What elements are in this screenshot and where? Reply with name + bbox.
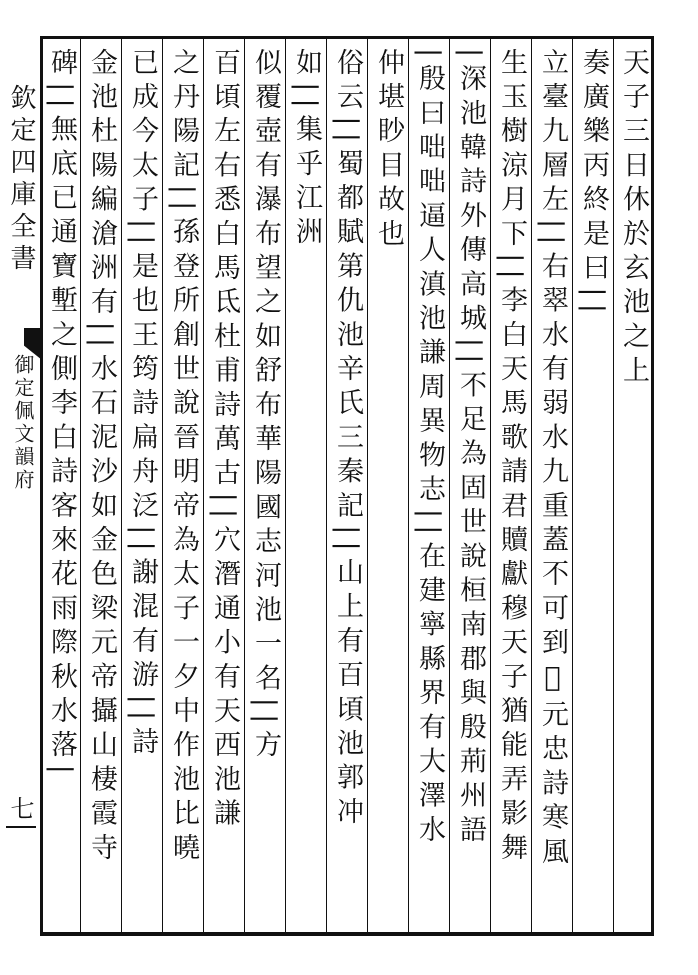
column-rule bbox=[613, 39, 614, 932]
border-bottom bbox=[40, 932, 654, 936]
text-column: 金池杜陽編滄洲有||水石泥沙如金色梁元帝攝山棲霞寺 bbox=[86, 48, 117, 868]
text-column: 仲堪眇目故也 bbox=[373, 48, 404, 254]
column-rule bbox=[449, 39, 450, 932]
column-rule bbox=[121, 39, 122, 932]
border-left bbox=[40, 36, 43, 936]
column-rule bbox=[490, 39, 491, 932]
column-rule bbox=[326, 39, 327, 932]
column-rule bbox=[80, 39, 81, 932]
book-title: 御定佩文韻府 bbox=[11, 354, 35, 492]
text-column: 已成今太子||是也王筠詩扁舟泛||謝混有游||詩 bbox=[127, 48, 158, 762]
column-rule bbox=[572, 39, 573, 932]
text-column: 俗云||蜀都賦第仇池辛氏三秦記||山上有百頃池郭冲 bbox=[332, 48, 363, 832]
column-rule bbox=[367, 39, 368, 932]
text-column: |深池韓詩外傳高城||不足為固世說桓南郡與殷荊州語 bbox=[455, 48, 486, 850]
page-number-rule bbox=[6, 826, 36, 828]
column-rule bbox=[408, 39, 409, 932]
page-number: 七 bbox=[6, 796, 34, 820]
page-margin bbox=[0, 36, 40, 936]
column-rule bbox=[531, 39, 532, 932]
text-column: 之丹陽記||孫登所創世說晉明帝為太子一夕中作池比曉 bbox=[168, 48, 199, 868]
text-column: |殷曰咄咄逼人滇池謙周異物志||在建寧縣界有大澤水 bbox=[414, 48, 445, 850]
border-top bbox=[40, 36, 654, 39]
border-right bbox=[651, 36, 654, 936]
collection-title: 欽定四庫全書 bbox=[6, 84, 36, 276]
text-column: 立臺九層左||右翠水有弱水九重蓋不可到𦆵元忠詩寒風 bbox=[537, 48, 568, 872]
text-column: 似覆壺有瀑布望之如舒布華陽國志河池一名||方 bbox=[250, 48, 281, 765]
text-column: 天子三日休於玄池之上 bbox=[618, 48, 649, 390]
column-rule bbox=[285, 39, 286, 932]
text-column: 如||集乎江洲 bbox=[291, 48, 322, 252]
text-column: 百頃左右悉白馬氐杜甫詩萬古||穴潛通小有天西池謙 bbox=[209, 48, 240, 833]
text-column: 碑||無底已通寶塹之側李白詩客來花雨際秋水落| bbox=[46, 48, 77, 781]
text-column: 生玉樹涼月下||李白天馬歌請君贖獻穆天子猶能弄影舞 bbox=[496, 48, 527, 868]
column-rule bbox=[162, 39, 163, 932]
column-rule bbox=[244, 39, 245, 932]
column-rule bbox=[203, 39, 204, 932]
text-column: 奏廣樂丙終是曰|| bbox=[578, 48, 609, 320]
